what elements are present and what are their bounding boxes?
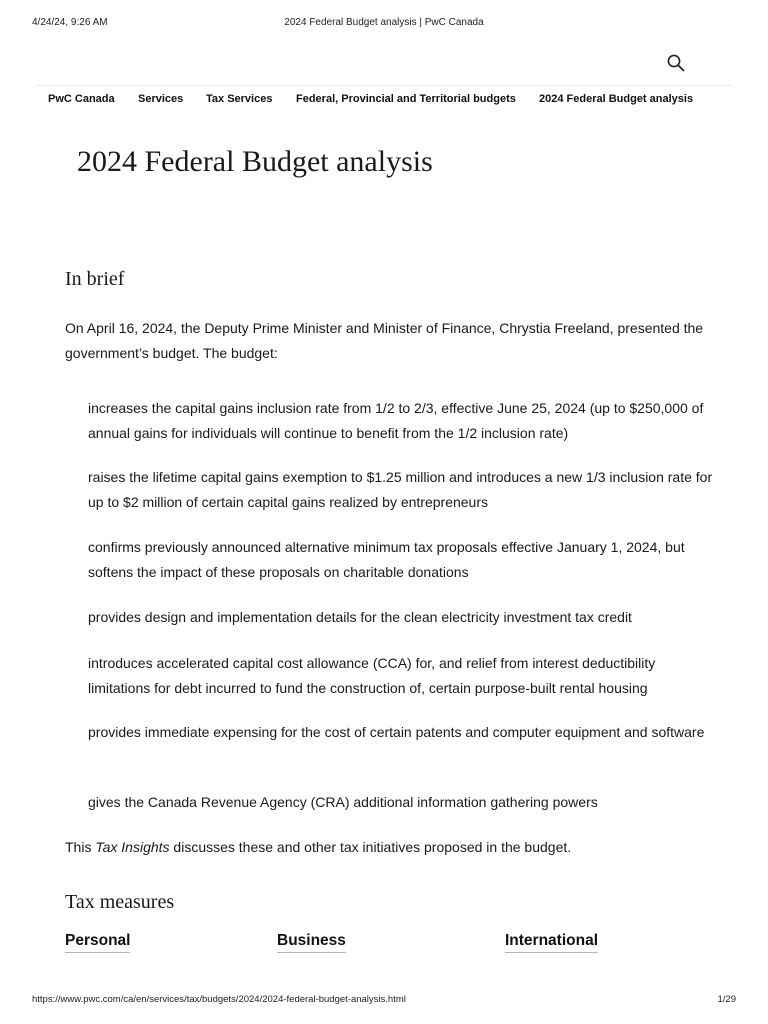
breadcrumb-item-pwc-canada[interactable]: PwC Canada [48,93,115,105]
closing-text-suffix: discusses these and other tax initiatives proposed in the budget. [169,839,572,855]
tab-international[interactable]: International [505,932,598,953]
closing-paragraph [65,835,715,860]
print-footer [0,994,768,1008]
list-item: confirms previously announced alternative minimum tax proposals effective January 1, 2024, but softens the impact of these proposals on charitable donations [88,539,685,580]
breadcrumb-item-budgets[interactable]: Federal, Provincial and Territorial budgets [296,93,516,105]
tab-personal[interactable]: Personal [65,932,130,953]
tab-business[interactable]: Business [277,932,346,953]
print-url: https://www.pwc.com/ca/en/services/tax/budgets/2024/2024-federal-budget-analysis.html [32,994,406,1005]
breadcrumb-item-tax-services[interactable]: Tax Services [206,93,273,105]
publication-name: Tax Insights [95,839,170,855]
breadcrumb-item-services[interactable]: Services [138,93,184,105]
breadcrumb-item-current[interactable]: 2024 Federal Budget analysis [539,93,694,105]
list-item: raises the lifetime capital gains exemption to $1.25 million and introduces a new 1/3 inclusion rate for up to $2 million of certain capital gains realized by entrepreneurs [88,469,713,510]
print-datetime: 4/24/24, 9:26 AM [32,17,108,28]
search-button[interactable] [666,53,686,73]
section-heading-in-brief: In brief [65,268,125,290]
section-heading-tax-measures: Tax measures [65,891,175,913]
list-item: gives the Canada Revenue Agency (CRA) additional information gathering powers [88,794,598,810]
closing-text-prefix: This [65,839,96,855]
page-title: 2024 Federal Budget analysis [77,145,433,178]
print-doc-title: 2024 Federal Budget analysis | PwC Canada [284,17,484,28]
header-divider [35,85,732,86]
list-item: increases the capital gains inclusion rate from 1/2 to 2/3, effective June 25, 2024 (up to $250,000 of annual gains for individuals will continue to benefit from the 1/2 inclusion rate) [88,400,704,441]
page-number: 1/29 [717,994,736,1005]
list-item: provides design and implementation details for the clean electricity investment tax credit [88,609,632,625]
intro-paragraph: On April 16, 2024, the Deputy Prime Minister and Minister of Finance, Chrystia Freeland, presented the government’s budget. The budget: [65,320,704,361]
list-item: provides immediate expensing for the cost of certain patents and computer equipment and software [88,724,705,740]
print-header [0,17,768,31]
search-icon [666,53,686,73]
list-item: introduces accelerated capital cost allowance (CCA) for, and relief from interest deductibility limitations for debt incurred to fund the construction of, certain purpose-built rental housing [88,655,656,696]
